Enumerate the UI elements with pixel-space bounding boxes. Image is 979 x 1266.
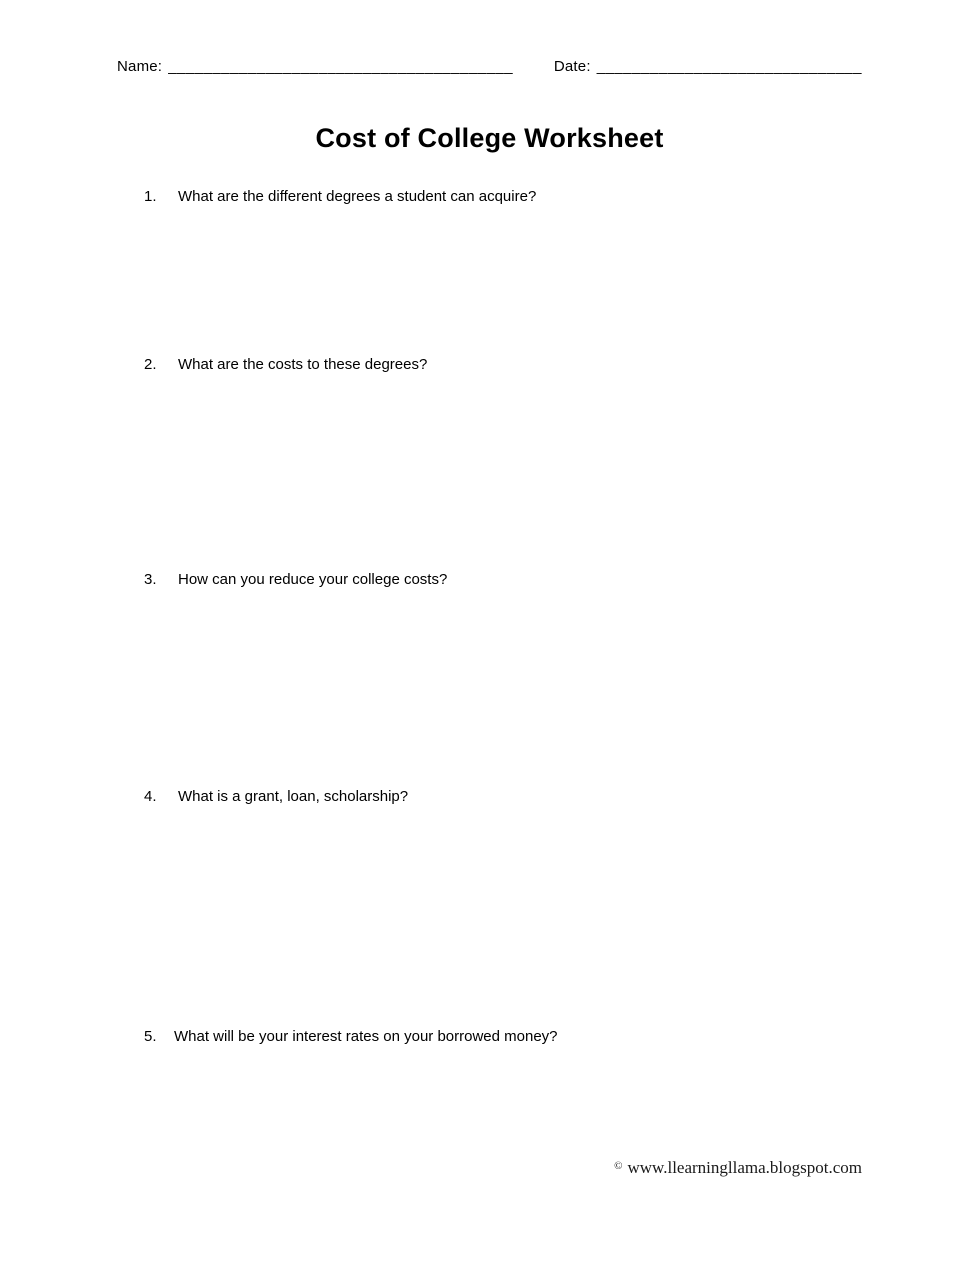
question-3-text: How can you reduce your college costs? bbox=[178, 571, 448, 588]
name-field bbox=[117, 58, 513, 75]
question-5-number: 5. bbox=[144, 1028, 157, 1045]
question-2-number: 2. bbox=[144, 356, 157, 373]
footer-credit bbox=[614, 1158, 862, 1178]
question-1 bbox=[144, 187, 879, 207]
question-3-number: 3. bbox=[144, 571, 157, 588]
name-label: Name: bbox=[117, 58, 163, 75]
question-1-text: What are the different degrees a student can acquire? bbox=[178, 188, 537, 205]
question-2-text: What are the costs to these degrees? bbox=[178, 356, 428, 373]
question-1-number: 1. bbox=[144, 188, 157, 205]
date-field bbox=[554, 58, 862, 75]
copyright-icon: © bbox=[614, 1160, 623, 1172]
question-5 bbox=[144, 1027, 879, 1047]
question-2 bbox=[144, 355, 879, 375]
question-5-text: What will be your interest rates on your borrowed money? bbox=[174, 1028, 558, 1045]
date-label: Date: bbox=[553, 58, 591, 75]
question-4 bbox=[144, 787, 879, 807]
question-3 bbox=[144, 570, 879, 590]
question-4-text: What is a grant, loan, scholarship? bbox=[178, 788, 409, 805]
name-blank-line: _______________________________________ bbox=[168, 58, 514, 75]
header-row bbox=[117, 58, 862, 75]
footer-site-url: www.llearningllama.blogspot.com bbox=[627, 1158, 862, 1177]
question-4-number: 4. bbox=[144, 788, 157, 805]
date-blank-line: ______________________________ bbox=[596, 58, 862, 75]
page-title: Cost of College Worksheet bbox=[315, 123, 664, 153]
